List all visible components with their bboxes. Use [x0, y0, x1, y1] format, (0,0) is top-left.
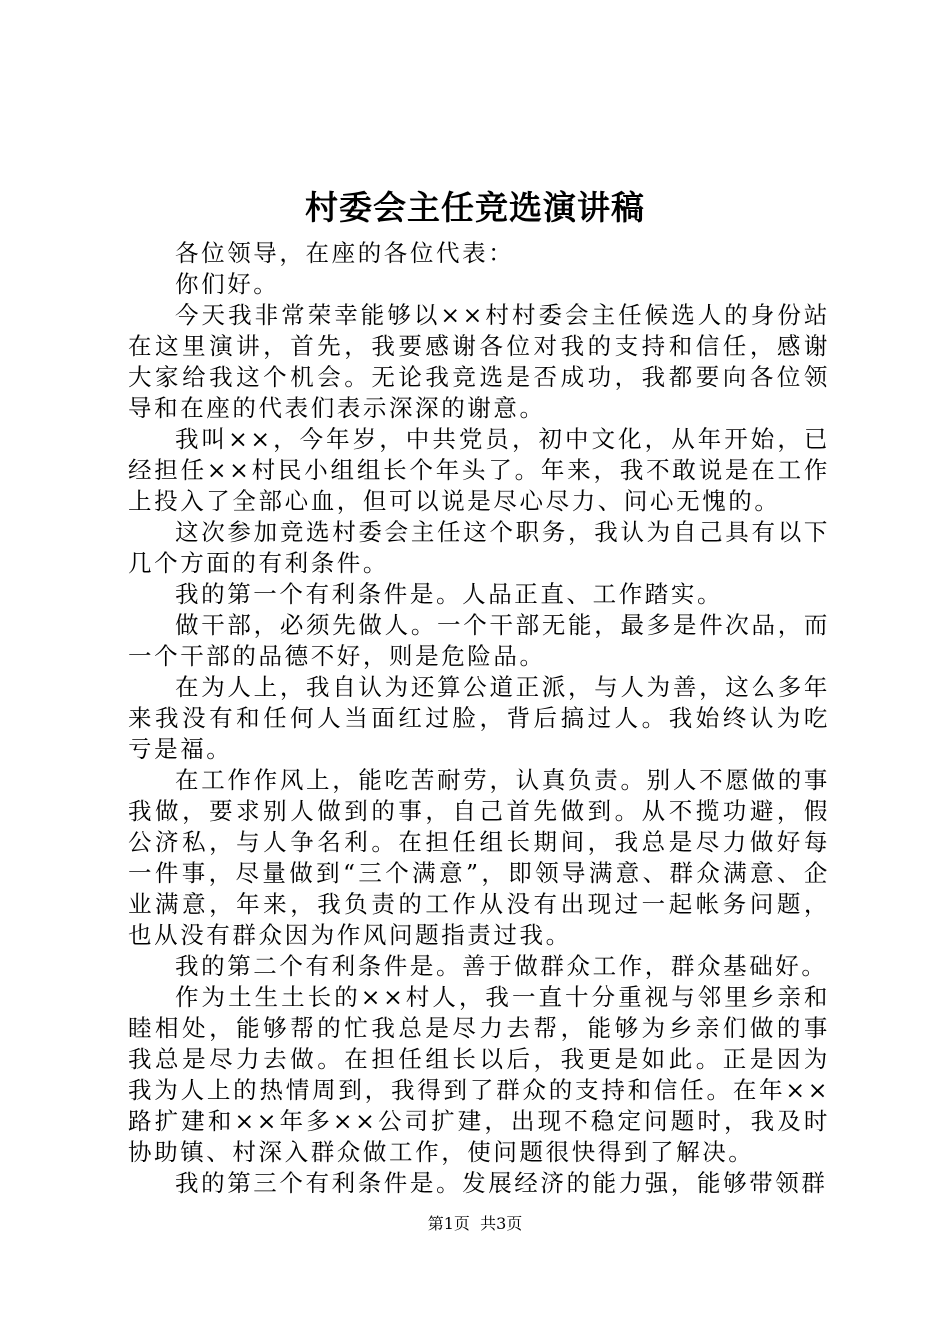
document-body	[128, 238, 830, 1199]
paragraph-self-introduction: 我叫××，今年岁，中共党员，初中文化，从年开始，已经担任××村民小组组长个年头了。年来，我不敢说是在工作上投入了全部心血，但可以说是尽心尽力、问心无愧的。	[128, 425, 830, 515]
paragraph-third-condition: 我的第三个有利条件是。发展经济的能力强，能够带领群	[175, 1169, 828, 1197]
page-total: 共3页	[480, 1214, 523, 1233]
document-title: 村委会主任竞选演讲稿	[305, 188, 645, 227]
paragraph-character: 做干部，必须先做人。一个干部无能，最多是件次品，而一个干部的品德不好，则是危险品。	[128, 611, 830, 670]
paragraph-work-style: 在工作作风上，能吃苦耐劳，认真负责。别人不愿做的事我做，要求别人做到的事，自己首先做到。从不揽功避，假公济私，与人争名利。在担任组长期间，我总是尽力做好每一件事，尽量做到“三个满意”，即领导满意、群众满意、企业满意，年来，我负责的工作从没有出现过一起帐务问题，也从没有群众因为作风问题指责过我。	[128, 766, 830, 949]
paragraph-conditions-intro: 这次参加竞选村委会主任这个职务，我认为自己具有以下几个方面的有利条件。	[128, 518, 830, 577]
paragraph-salutation: 各位领导，在座的各位代表：	[175, 239, 515, 267]
paragraph-first-condition: 我的第一个有利条件是。人品正直、工作踏实。	[175, 580, 724, 608]
paragraph-second-condition: 我的第二个有利条件是。善于做群众工作，群众基础好。	[175, 952, 828, 980]
page-footer	[0, 1212, 950, 1236]
paragraph-greeting: 你们好。	[175, 270, 280, 298]
paragraph-introduction: 今天我非常荣幸能够以××村村委会主任候选人的身份站在这里演讲，首先，我要感谢各位对我的支持和信任，感谢大家给我这个机会。无论我竞选是否成功，我都要向各位领导和在座的代表们表示深深的谢意。	[128, 301, 830, 422]
paragraph-community-work: 作为土生土长的××村人，我一直十分重视与邻里乡亲和睦相处，能够帮的忙我总是尽力去帮，能够为乡亲们做的事我总是尽力去做。在担任组长以后，我更是如此。正是因为我为人上的热情周到，我得到了群众的支持和信任。在年××路扩建和××年多××公司扩建，出现不稳定问题时，我及时协助镇、村深入群众做工作，使问题很快得到了解决。	[128, 983, 830, 1166]
page-number: 第1页	[427, 1214, 470, 1233]
paragraph-integrity: 在为人上，我自认为还算公道正派，与人为善，这么多年来我没有和任何人当面红过脸，背后搞过人。我始终认为吃亏是福。	[128, 673, 830, 763]
